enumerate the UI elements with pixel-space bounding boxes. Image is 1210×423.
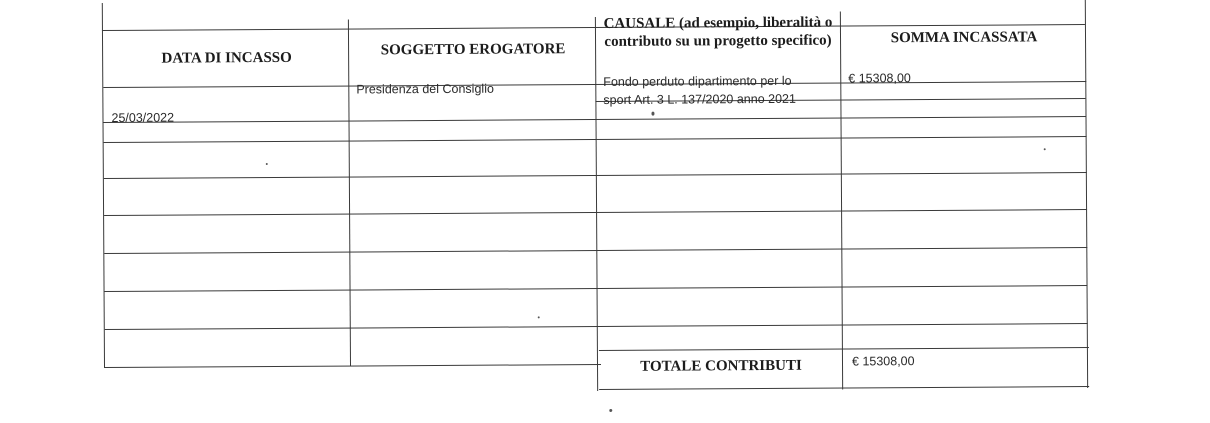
cell-issuer: Presidenza del Consiglio: [356, 81, 494, 97]
total-top-rule: [599, 347, 1089, 351]
total-label: TOTALE CONTRIBUTI: [640, 357, 802, 375]
header-date: DATA DI INCASSO: [161, 49, 292, 67]
total-bottom-rule: [599, 386, 1089, 390]
left-table-bottom-rule: [105, 364, 601, 368]
header-amount: SOMMA INCASSATA: [890, 29, 1038, 47]
cell-purpose-line-1: Fondo perduto dipartimento per lo: [603, 73, 792, 89]
scan-speck: [266, 163, 268, 165]
col-rule-right: [1085, 0, 1089, 388]
col-rule-1: [348, 20, 352, 367]
header-purpose: CAUSALE (ad esempio, liberalità o contributo su un progetto specifico): [603, 14, 833, 50]
scan-speck: [538, 316, 540, 318]
total-amount: € 15308,00: [851, 354, 915, 369]
header-issuer: SOGGETTO EROGATORE: [380, 41, 566, 59]
col-rule-left: [102, 3, 106, 368]
scan-speck: [651, 112, 654, 116]
cell-date: 25/03/2022: [111, 110, 175, 125]
scan-speck: [1044, 148, 1046, 150]
cell-amount: € 15308,00: [848, 71, 911, 86]
cell-purpose-line-2: sport Art. 3 L. 137/2020 anno 2021: [603, 91, 796, 107]
col-rule-3: [840, 12, 844, 390]
scan-speck: [609, 409, 612, 412]
col-rule-2: [595, 17, 599, 391]
